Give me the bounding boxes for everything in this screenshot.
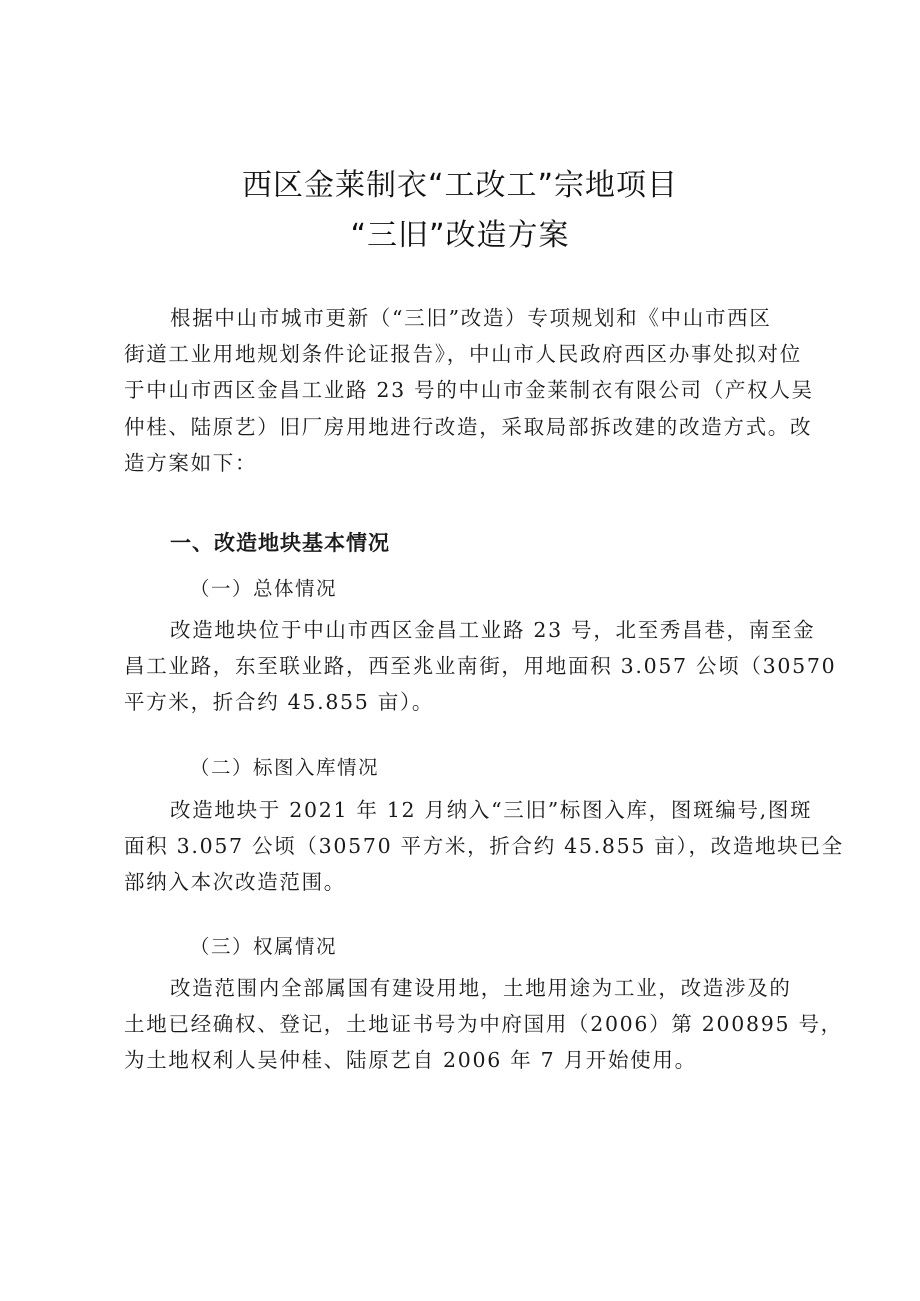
paragraph-line: 根据中山市城市更新（“三旧”改造）专项规划和《中山市西区 (170, 306, 772, 330)
paragraph-line: 仲桂、陆原艺）旧厂房用地进行改造，采取局部拆改建的改造方式。改 (124, 414, 813, 439)
subsection-heading-1: （一）总体情况 (190, 577, 338, 600)
paragraph-line: 改造范围内全部属国有建设用地，土地用途为工业，改造涉及的 (170, 976, 792, 1000)
paragraph-line: 改造地块位于中山市西区金昌工业路 23 号，北至秀昌巷，南至金 (170, 618, 816, 642)
paragraph-line: 街道工业用地规划条件论证报告》，中山市人民政府西区办事处拟对位 (124, 342, 802, 367)
paragraph-line: 土地已经确权、登记，土地证书号为中府国用（2006）第 200895 号， (124, 1012, 843, 1037)
document-title-line-1: 西区金莱制衣“工改工”宗地项目 (241, 168, 679, 203)
mapping-storage-paragraph (124, 792, 844, 901)
paragraph-line: 为土地权利人吴仲桂、陆原艺自 2006 年 7 月开始使用。 (124, 1048, 697, 1073)
paragraph-line: 于中山市西区金昌工业路 23 号的中山市金莱制衣有限公司（产权人吴 (124, 378, 814, 403)
intro-paragraph (124, 300, 814, 481)
paragraph-line: 昌工业路，东至联业路，西至兆业南街，用地面积 3.057 公顷（30570 (124, 654, 837, 679)
document-title-line-2: “三旧”改造方案 (350, 218, 570, 253)
paragraph-line: 造方案如下： (124, 450, 258, 475)
paragraph-line: 改造地块于 2021 年 12 月纳入“三旧”标图入库，图斑编号,图斑 (170, 798, 813, 822)
paragraph-line: 平方米，折合约 45.855 亩）。 (124, 690, 435, 715)
subsection-heading-3: （三）权属情况 (190, 935, 338, 958)
paragraph-line: 部纳入本次改造范围。 (124, 870, 346, 895)
general-situation-paragraph (124, 612, 837, 721)
section-heading-1: 一、改造地块基本情况 (170, 531, 390, 555)
paragraph-line: 面积 3.057 公顷（30570 平方米，折合约 45.855 亩），改造地块已全 (124, 834, 844, 859)
ownership-paragraph (124, 970, 843, 1079)
subsection-heading-2: （二）标图入库情况 (190, 756, 380, 779)
